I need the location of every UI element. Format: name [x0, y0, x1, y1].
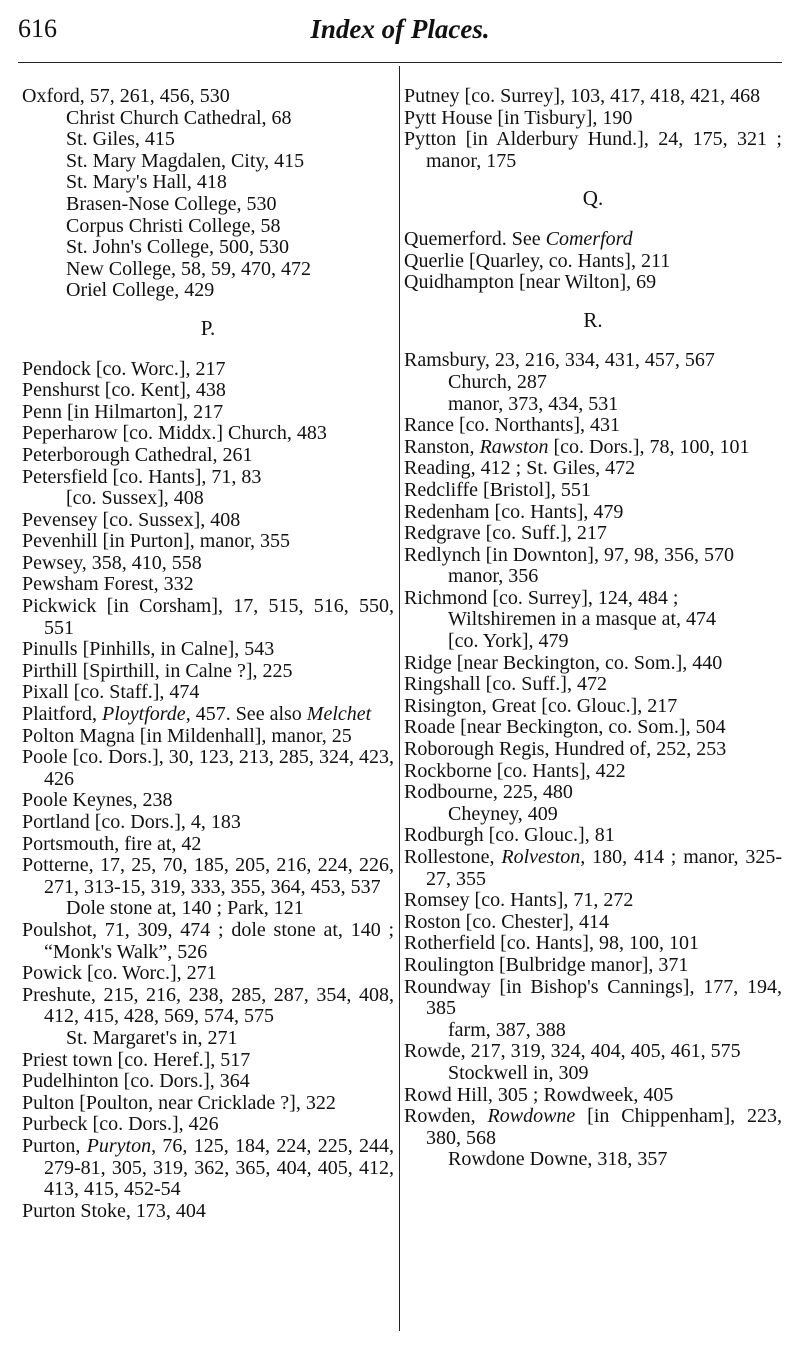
index-entry: Ringshall [co. Suff.], 472 [404, 673, 607, 696]
header-rule [18, 62, 782, 63]
index-entry: Poole [co. Dors.], 30, 123, 213, 285, 324, 423, 426 [22, 746, 394, 790]
index-subentry: Church, 287 [448, 370, 547, 393]
entry-text: [in Chippenham], 223, 380, 568 [426, 1105, 782, 1149]
index-entry: Rodburgh [co. Glouc.], 81 [404, 824, 615, 847]
index-entry: Rowd Hill, 305 ; Rowdweek, 405 [404, 1083, 674, 1106]
variant-spelling: Puryton [86, 1134, 152, 1157]
index-subentry: St. Margaret's in, 271 [66, 1026, 238, 1049]
index-entry: Romsey [co. Hants], 71, 272 [404, 889, 634, 912]
entry-text: , 457. See also [185, 703, 307, 726]
index-subentry: Wiltshiremen in a masque at, 474 [448, 608, 717, 631]
index-entry: Portland [co. Dors.], 4, 183 [22, 811, 241, 833]
index-entry: Rowde, 217, 319, 324, 404, 405, 461, 575 [404, 1040, 741, 1063]
entry-text: Ranston, [404, 435, 480, 458]
index-entry: Roston [co. Chester], 414 [404, 910, 609, 933]
index-entry: Portsmouth, fire at, 42 [22, 832, 202, 855]
index-entry: Rockborne [co. Hants], 422 [404, 759, 626, 782]
index-entry: Redenham [co. Hants], 479 [404, 500, 624, 523]
entry-text: , 180, 414 ; manor, 325-27, 355 [426, 846, 782, 890]
entry-text: Rollestone, [404, 846, 502, 868]
index-subentry: St. John's College, 500, 530 [66, 236, 290, 259]
index-subentry: Dole stone at, 140 ; Park, 121 [66, 897, 304, 920]
entry-text: , 76, 125, 184, 224, 225, 244, 279-81, 305, 319, 362, 365, 404, 405, 412, 413, 415, 452-54 [44, 1134, 395, 1201]
index-subentry: manor, 356 [448, 565, 539, 588]
entry-text: Rowden, [404, 1105, 488, 1128]
index-entry: Pevenhill [in Purton], manor, 355 [22, 530, 291, 553]
index-entry: Pudelhinton [co. Dors.], 364 [22, 1070, 250, 1093]
index-entry: Pytt House [in Tisbury], 190 [404, 106, 633, 129]
index-entry: Pulton [Poulton, near Cricklade ?], 322 [22, 1091, 336, 1114]
index-entry [404, 1106, 782, 1149]
index-entry: Redcliffe [Bristol], 551 [404, 478, 591, 501]
index-entry: Powick [co. Worc.], 271 [22, 962, 217, 985]
index-entry: Polton Magna [in Mildenhall], manor, 25 [22, 724, 352, 747]
index-subentry: Stockwell in, 309 [448, 1061, 589, 1084]
index-entry: Roade [near Beckington, co. Som.], 504 [404, 716, 726, 739]
running-title: Index of Places. [310, 14, 490, 44]
index-entry [404, 229, 782, 251]
index-subentry: [co. Sussex], 408 [66, 487, 204, 510]
index-entry: Putney [co. Surrey], 103, 417, 418, 421, 468 [404, 85, 761, 107]
index-subentry: farm, 387, 388 [448, 1018, 566, 1041]
index-entry: Pinulls [Pinhills, in Calne], 543 [22, 638, 275, 661]
entry-text: Plaitford, [22, 703, 102, 726]
index-entry [404, 847, 782, 890]
column-divider [399, 66, 400, 1331]
index-entry: Redgrave [co. Suff.], 217 [404, 522, 607, 545]
index-subentry: Cheyney, 409 [448, 802, 558, 825]
variant-spelling: Ploytforde [102, 703, 186, 726]
index-subentry: Brasen-Nose College, 530 [66, 192, 277, 215]
entry-text: Purton, [22, 1134, 87, 1157]
index-entry: Penn [in Hilmarton], 217 [22, 400, 224, 423]
index-entry: Pevensey [co. Sussex], 408 [22, 508, 241, 531]
entry-text: Quemerford. See [404, 227, 546, 250]
index-entry: Richmond [co. Surrey], 124, 484 ; [404, 586, 679, 609]
page-header [18, 14, 782, 54]
index-entry [22, 1136, 394, 1201]
variant-spelling: Rowdowne [487, 1105, 576, 1128]
index-entry: Potterne, 17, 25, 70, 185, 205, 216, 224, 226, 271, 313-15, 319, 333, 355, 364, 453, 537 [22, 854, 394, 898]
index-subentry: [co. York], 479 [448, 630, 569, 653]
index-entry: Pewsham Forest, 332 [22, 573, 194, 596]
index-entry: Penshurst [co. Kent], 438 [22, 379, 226, 402]
index-entry: Purbeck [co. Dors.], 426 [22, 1113, 219, 1136]
index-entry: Peperharow [co. Middx.] Church, 483 [22, 422, 327, 445]
index-entry: Risington, Great [co. Glouc.], 217 [404, 694, 678, 717]
index-entry: Pickwick [in Corsham], 17, 515, 516, 550, 551 [22, 595, 394, 639]
index-entry [404, 437, 782, 459]
index-entry: Ridge [near Beckington, co. Som.], 440 [404, 651, 723, 674]
index-entry: Redlynch [in Downton], 97, 98, 356, 570 [404, 543, 734, 566]
index-entry: Pytton [in Alderbury Hund.], 24, 175, 321 ; manor, 175 [404, 128, 782, 172]
variant-spelling: Rolveston [501, 846, 581, 868]
index-entry: Poulshot, 71, 309, 474 ; dole stone at, 140 ; “Monk's Walk”, 526 [22, 918, 394, 963]
index-entry: Rance [co. Northants], 431 [404, 414, 621, 437]
section-letter: Q. [582, 186, 604, 211]
index-subentry: New College, 58, 59, 470, 472 [66, 257, 311, 280]
index-entry: Peterborough Cathedral, 261 [22, 443, 253, 466]
right-column [404, 86, 782, 1171]
variant-spelling: Rawston [479, 435, 549, 458]
index-entry: Rodbourne, 225, 480 [404, 781, 573, 804]
index-subentry: St. Mary Magdalen, City, 415 [66, 149, 305, 172]
index-entry: Querlie [Quarley, co. Hants], 211 [404, 249, 671, 272]
index-subentry: St. Mary's Hall, 418 [66, 171, 227, 194]
variant-spelling: Melchet [306, 703, 372, 726]
left-column [22, 86, 394, 1222]
index-entry: Ramsbury, 23, 216, 334, 431, 457, 567 [404, 349, 715, 372]
variant-spelling: Comerford [545, 227, 633, 250]
index-entry: Pixall [co. Staff.], 474 [22, 681, 200, 704]
index-entry: Poole Keynes, 238 [22, 789, 173, 812]
index-subentry: Corpus Christi College, 58 [66, 214, 281, 237]
index-entry: Priest town [co. Heref.], 517 [22, 1048, 251, 1071]
index-subentry: St. Giles, 415 [66, 128, 175, 151]
index-entry: Quidhampton [near Wilton], 69 [404, 271, 657, 294]
section-letter: P. [200, 315, 216, 340]
section-letter: R. [583, 307, 603, 332]
index-entry: Rotherfield [co. Hants], 98, 100, 101 [404, 932, 699, 955]
index-entry: Reading, 412 ; St. Giles, 472 [404, 457, 636, 480]
index-entry [22, 704, 394, 726]
page-number: 616 [18, 14, 57, 43]
index-entry: Pewsey, 358, 410, 558 [22, 551, 202, 574]
index-entry: Oxford, 57, 261, 456, 530 [22, 85, 230, 107]
index-entry: Purton Stoke, 173, 404 [22, 1199, 206, 1222]
entry-text: [co. Dors.], 78, 100, 101 [548, 435, 750, 458]
index-subentry: Christ Church Cathedral, 68 [66, 106, 292, 129]
index-entry: Pirthill [Spirthill, in Calne ?], 225 [22, 659, 293, 682]
index-subentry: Oriel College, 429 [66, 279, 215, 302]
index-entry: Petersfield [co. Hants], 71, 83 [22, 465, 262, 488]
index-subentry: Rowdone Downe, 318, 357 [448, 1148, 668, 1171]
index-entry: Roborough Regis, Hundred of, 252, 253 [404, 738, 727, 761]
index-entry: Roulington [Bulbridge manor], 371 [404, 953, 689, 976]
index-entry: Pendock [co. Worc.], 217 [22, 357, 226, 380]
index-subentry: manor, 373, 434, 531 [448, 392, 619, 415]
index-entry: Preshute, 215, 216, 238, 285, 287, 354, 408, 412, 415, 428, 569, 574, 575 [22, 983, 394, 1028]
index-entry: Roundway [in Bishop's Cannings], 177, 194, 385 [404, 975, 782, 1020]
